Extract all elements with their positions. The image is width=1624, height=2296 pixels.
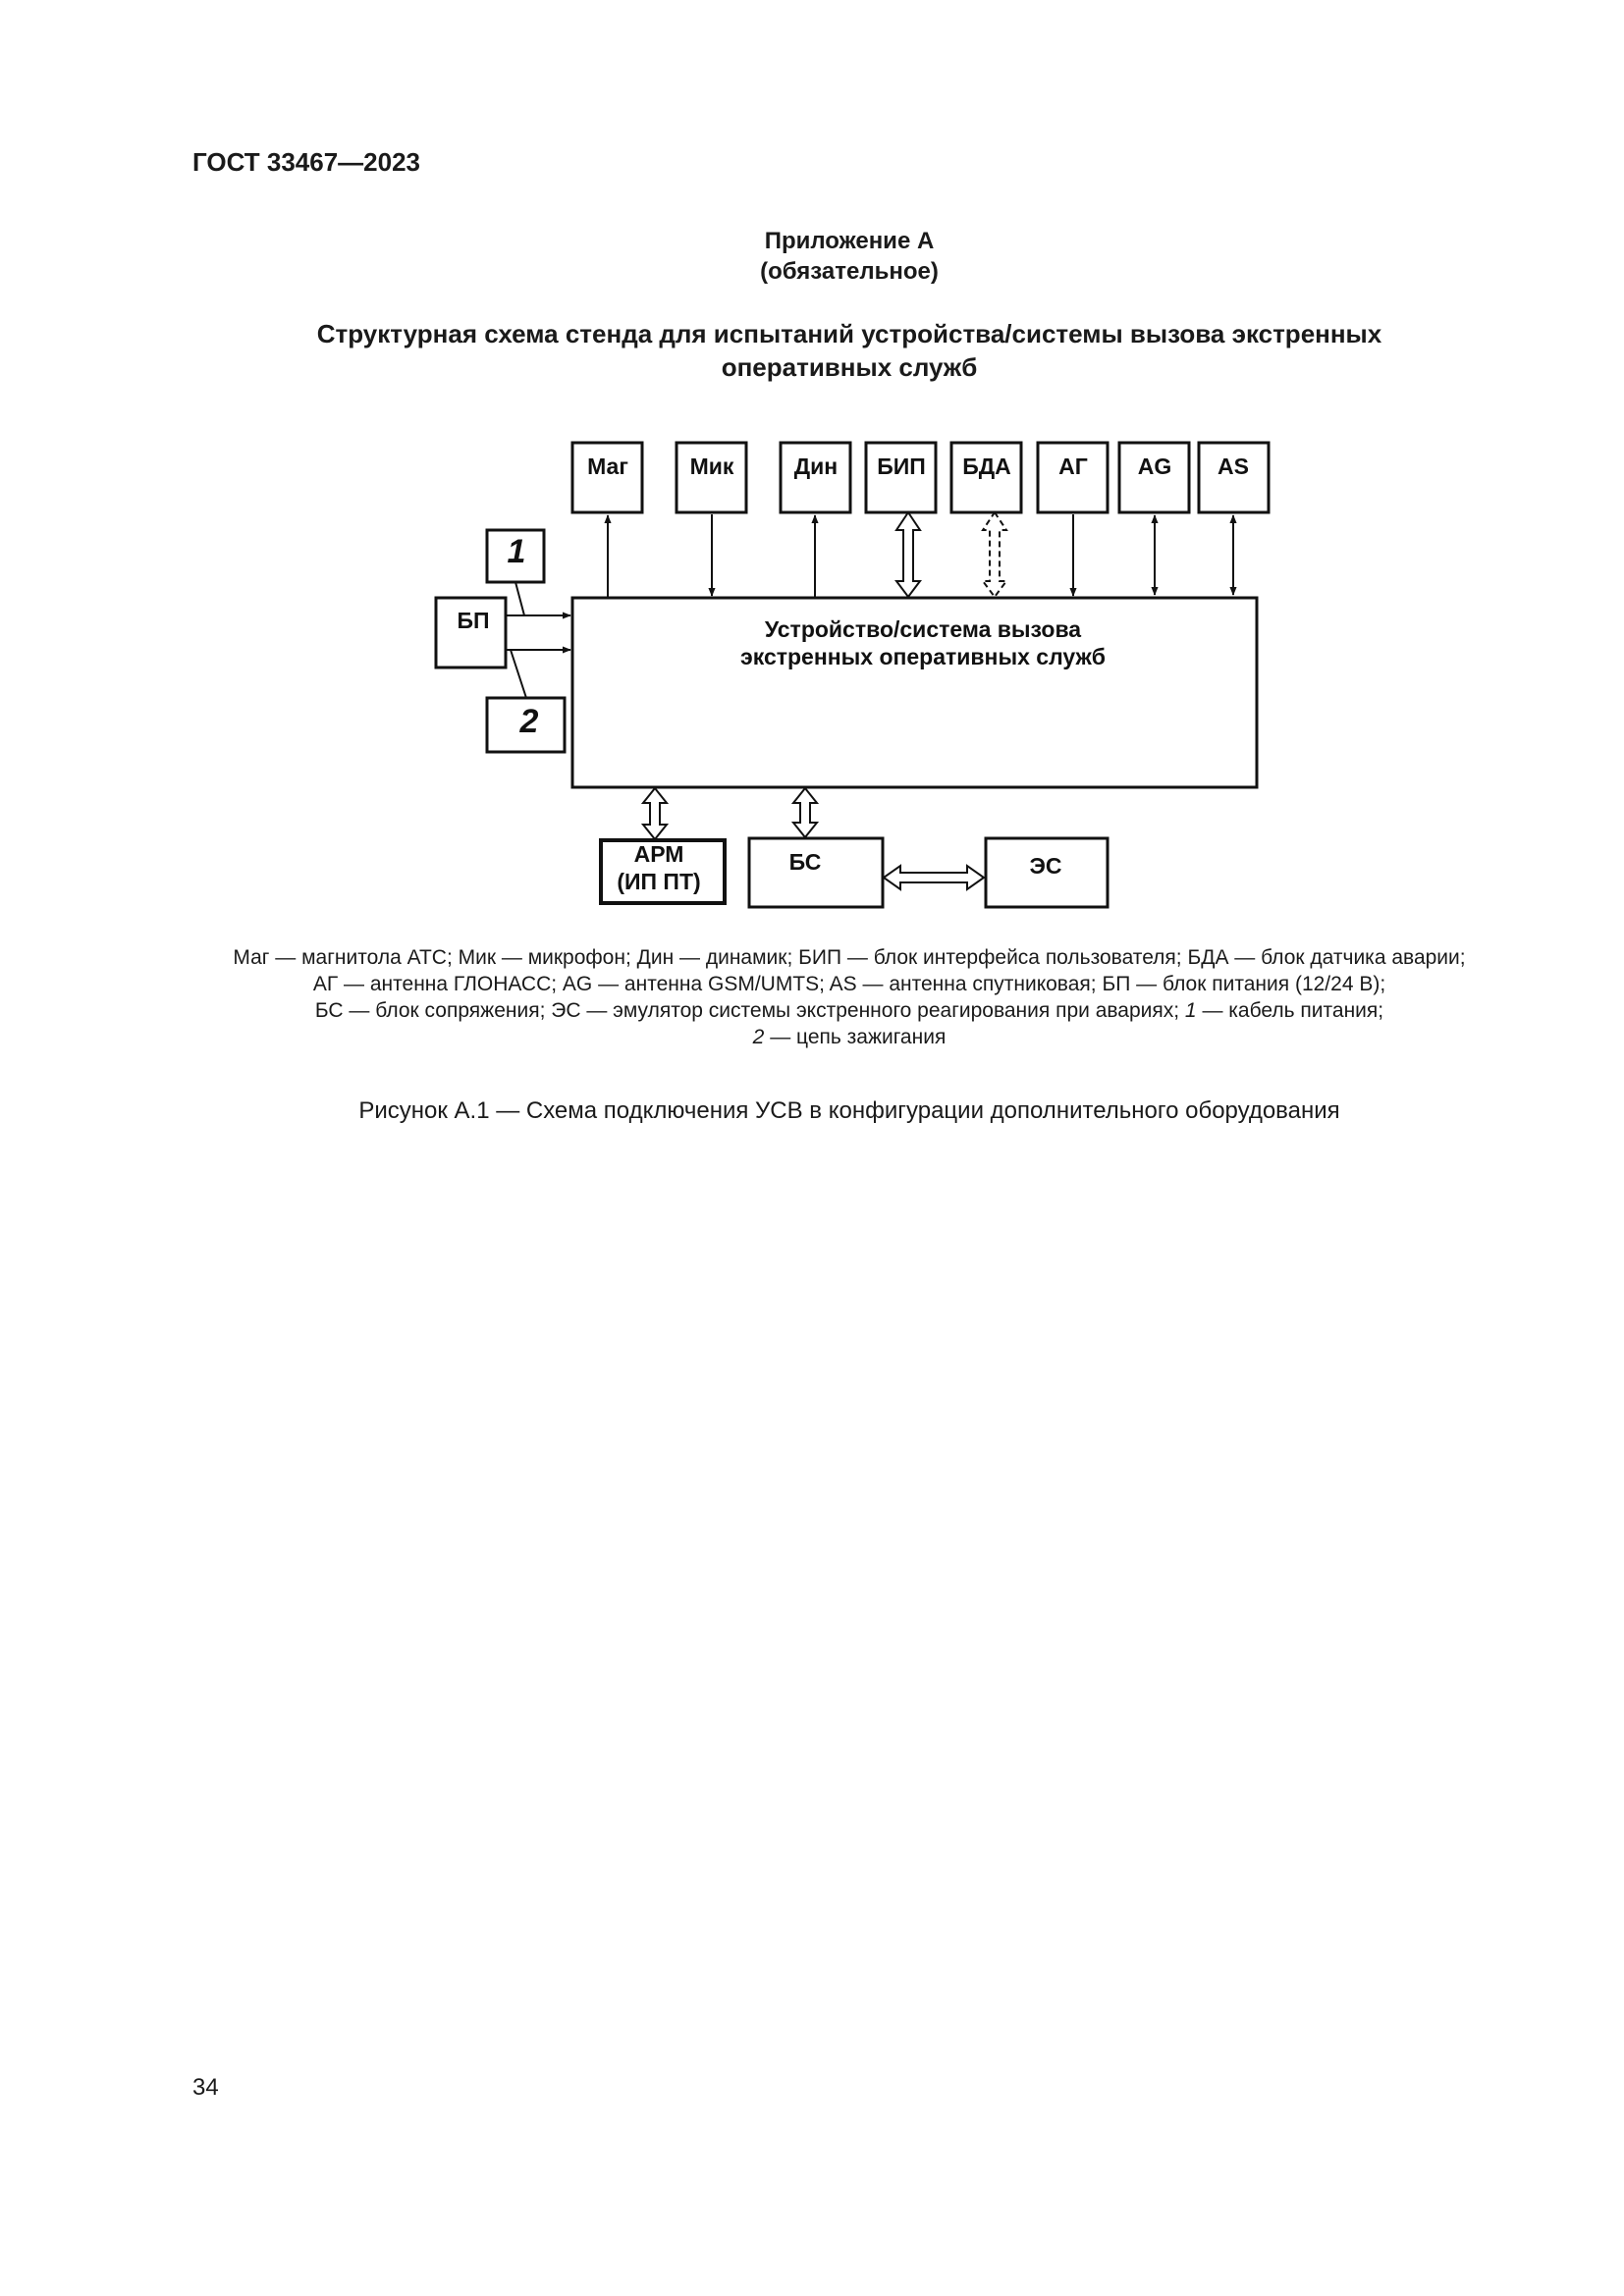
figure-caption: Рисунок А.1 — Схема подключения УСВ в конфигурации дополнительного оборудования <box>358 1097 1340 1124</box>
label-es: ЭС <box>1029 853 1062 880</box>
label-bda: БДА <box>962 454 1011 480</box>
legend-line4 <box>157 1024 1542 1050</box>
label-as: AS <box>1218 454 1249 480</box>
label-main-line1: Устройство/система вызова <box>764 616 1082 643</box>
label-bs: БС <box>788 849 822 876</box>
callout-leader-2 <box>511 650 526 698</box>
label-ag-gsm: AG <box>1137 454 1172 480</box>
bs-bus-arrow <box>793 788 817 837</box>
legend-line3-suffix: — кабель питания; <box>1196 999 1384 1022</box>
legend-line3-num: 1 <box>1184 999 1197 1022</box>
bip-bus-arrow <box>896 512 920 597</box>
document-header: ГОСТ 33467—2023 <box>192 147 420 177</box>
legend-line2: АГ — антенна ГЛОНАСС; AG — антенна GSM/UMTS; AS — антенна спутниковая; БП — блок питания (12/24 В); <box>312 973 1386 995</box>
legend-line3-prefix: БС — блок сопряжения; ЭС — эмулятор системы экстренного реагирования при авариях; <box>314 999 1185 1022</box>
label-mag: Маг <box>587 454 628 480</box>
label-arm-line2: (ИП ПТ) <box>617 869 701 895</box>
legend-line4-num: 2 <box>752 1026 765 1048</box>
callout-leader-1 <box>515 582 524 615</box>
callout-1-number: 1 <box>507 532 526 570</box>
label-power: БП <box>457 608 490 634</box>
legend-line1: Маг — магнитола АТС; Мик — микрофон; Дин — динамик; БИП — блок интерфейса пользователя; БДА — блок датчика аварии; <box>233 946 1466 969</box>
bs-es-bus-arrow <box>884 866 984 889</box>
annex-status: (обязательное) <box>760 258 939 285</box>
figure-title-line1: Структурная схема стенда для испытаний устройства/системы вызова экстренных <box>316 319 1382 348</box>
label-din: Дин <box>793 454 839 480</box>
figure-title-line2: оперативных служб <box>721 352 978 382</box>
label-main-line2: экстренных оперативных служб <box>740 644 1106 670</box>
annex-title: Приложение А <box>764 228 935 254</box>
page-number: 34 <box>192 2074 219 2101</box>
figure-legend <box>157 944 1542 1050</box>
label-arm-line1: АРМ <box>633 841 684 868</box>
arm-bus-arrow <box>643 788 667 839</box>
label-ag-glonass: АГ <box>1058 454 1088 480</box>
callout-2-number: 2 <box>519 702 539 740</box>
bda-bus-arrow <box>983 512 1006 597</box>
legend-line3 <box>157 997 1542 1024</box>
legend-line4-suffix: — цепь зажигания <box>764 1026 947 1048</box>
label-bip: БИП <box>877 454 926 480</box>
label-mik: Мик <box>689 454 734 480</box>
